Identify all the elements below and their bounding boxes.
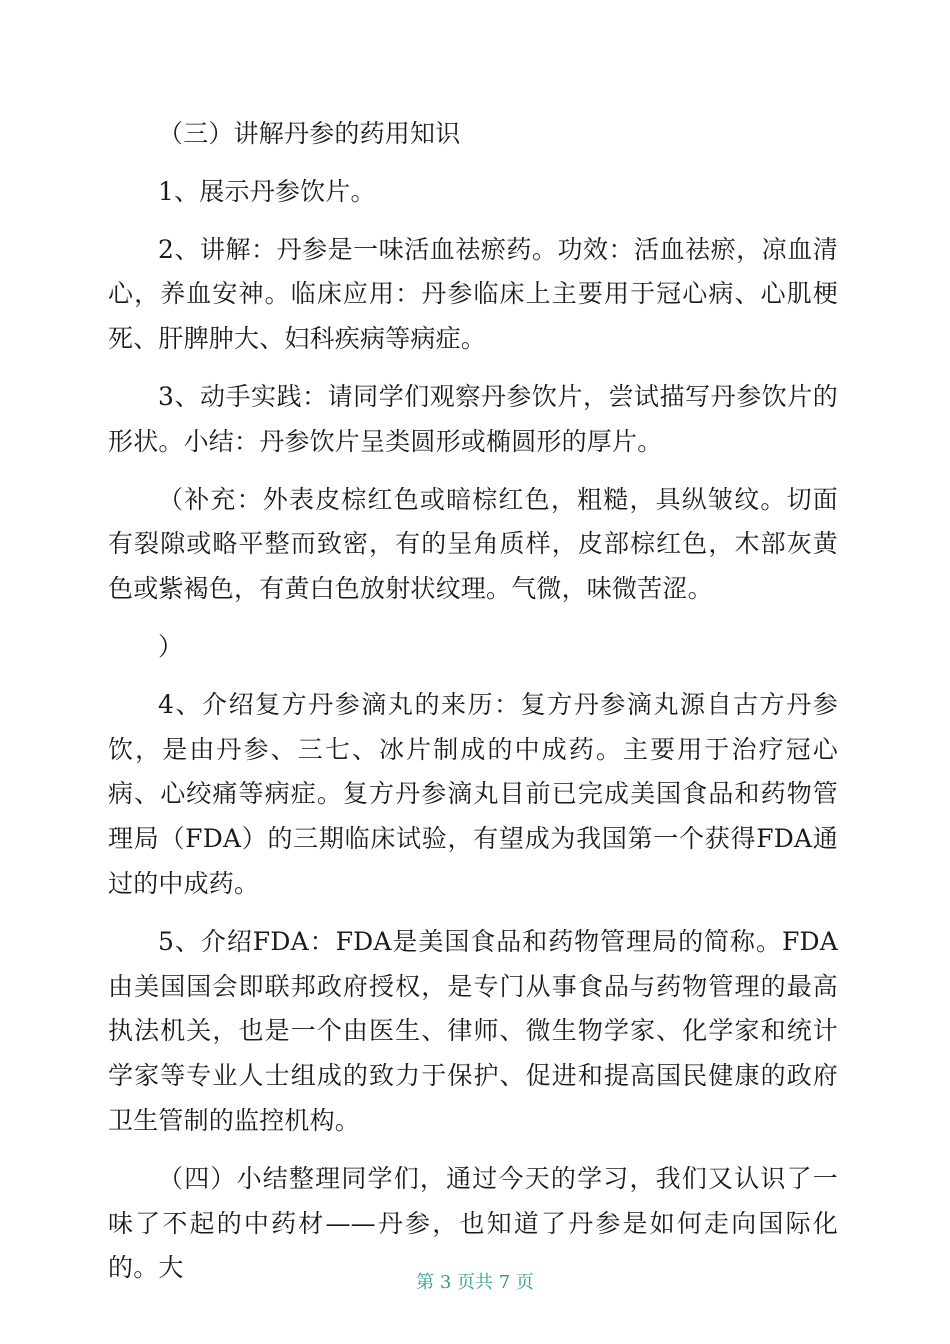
paragraph-supplement: （补充：外表皮棕红色或暗棕红色，粗糙，具纵皱纹。切面有裂隙或略平整而致密，有的呈角质样，皮部棕红色，木部灰黄色或紫褐色，有黄白色放射状纹理。气微，味微苦涩。 (108, 484, 838, 604)
paragraph-step-2: 2、讲解：丹参是一味活血祛瘀药。功效：活血祛瘀，凉血清心，养血安神。临床应用：丹参临床上主要用于冠心病、心肌梗死、肝脾肿大、妇科疾病等病症。 (108, 234, 838, 354)
paragraph-step-4: 4、介绍复方丹参滴丸的来历：复方丹参滴丸源自古方丹参饮，是由丹参、三七、冰片制成的中成药。主要用于治疗冠心病、心绞痛等病症。复方丹参滴丸目前已完成美国食品和药物管理局（FDA）的三期临床试验，有望成为我国第一个获得FDA通过的中成药。 (108, 689, 838, 898)
paragraph-closing-paren: ） (158, 631, 184, 661)
paragraph-step-3: 3、动手实践：请同学们观察丹参饮片，尝试描写丹参饮片的形状。小结：丹参饮片呈类圆形或椭圆形的厚片。 (108, 381, 838, 456)
document-body (108, 112, 838, 1291)
section-heading-3: （三）讲解丹参的药用知识 (158, 119, 461, 148)
section-heading-4-summary: （四）小结整理同学们，通过今天的学习，我们又认识了一味了不起的中药材——丹参，也知道了丹参是如何走向国际化的。大 (108, 1163, 838, 1283)
paragraph-step-1: 1、展示丹参饮片。 (158, 176, 376, 206)
page-number-footer: 第 3 页共 7 页 (416, 1272, 534, 1293)
paragraph-step-5: 5、介绍FDA：FDA是美国食品和药物管理局的简称。FDA由美国国会即联邦政府授权，是专门从事食品与药物管理的最高执法机关，也是一个由医生、律师、微生物学家、化学家和统计学家等专业人士组成的致力于保护、促进和提高国民健康的政府卫生管制的监控机构。 (108, 926, 838, 1135)
